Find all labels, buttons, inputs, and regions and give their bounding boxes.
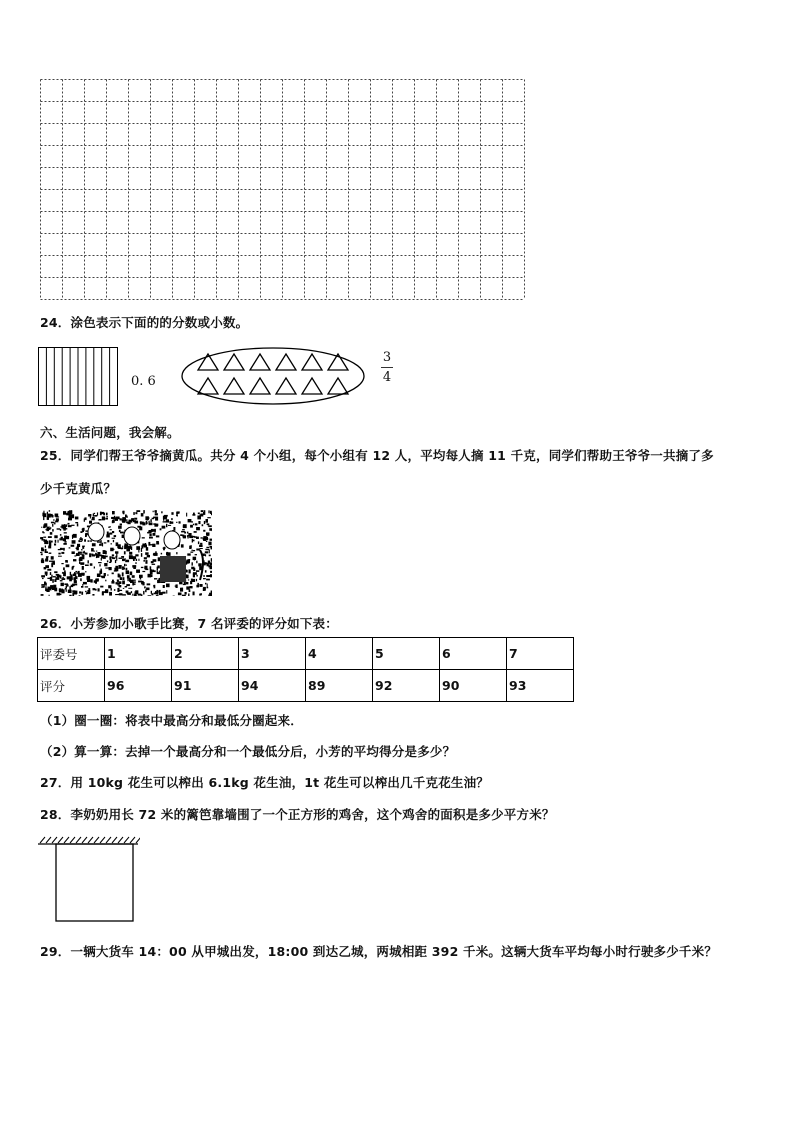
question-24: 24．涂色表示下面的的分数或小数。 <box>40 315 249 330</box>
table-cell[interactable]: 90 <box>440 670 507 702</box>
decimal-label: 0. 6 <box>131 374 156 389</box>
table-cell: 1 <box>105 638 172 670</box>
question-29: 29．一辆大货车 14：00 从甲城出发，18:00 到达乙城，两城相距 392 千米。这辆大货车平均每小时行驶多少千米？ <box>40 944 718 959</box>
table-row-score <box>38 670 574 702</box>
question-25-line1: 25．同学们帮王爷爷摘黄瓜。共分 4 个小组，每个小组有 12 人，平均每人摘 11 千克，同学们帮助王爷爷一共摘了多 <box>40 448 714 463</box>
table-cell: 5 <box>373 638 440 670</box>
fraction-bar <box>381 367 393 368</box>
question-25-line2: 少千克黄瓜？ <box>40 481 117 496</box>
question-26-sub1: （1）圈一圈：将表中最高分和最低分圈起来． <box>40 713 303 728</box>
fraction-denominator: 4 <box>382 370 392 385</box>
chicken-coop-diagram <box>38 836 140 924</box>
table-cell[interactable]: 94 <box>239 670 306 702</box>
table-cell: 2 <box>172 638 239 670</box>
score-table <box>37 637 574 702</box>
fraction-numerator: 3 <box>382 350 392 365</box>
question-26-sub2: （2）算一算：去掉一个最高分和一个最低分后，小芳的平均得分是多少？ <box>40 744 456 759</box>
table-cell: 4 <box>306 638 373 670</box>
table-row-judge <box>38 638 574 670</box>
table-cell: 评委号 <box>38 638 105 670</box>
table-cell[interactable]: 92 <box>373 670 440 702</box>
table-cell: 3 <box>239 638 306 670</box>
table-cell: 7 <box>507 638 574 670</box>
question-28: 28．李奶奶用长 72 米的篱笆靠墙围了一个正方形的鸡舍，这个鸡舍的面积是多少平方米？ <box>40 807 555 822</box>
question-26: 26．小芳参加小歌手比赛，7 名评委的评分如下表： <box>40 616 338 631</box>
table-cell: 评分 <box>38 670 105 702</box>
table-cell[interactable]: 96 <box>105 670 172 702</box>
table-cell[interactable]: 89 <box>306 670 373 702</box>
table-cell[interactable]: 93 <box>507 670 574 702</box>
table-cell[interactable]: 91 <box>172 670 239 702</box>
fraction-label <box>379 349 395 386</box>
question-27: 27．用 10kg 花生可以榨出 6.1kg 花生油，1t 花生可以榨出几千克花生油？ <box>40 775 489 790</box>
striped-rectangle[interactable] <box>38 347 120 407</box>
table-cell: 6 <box>440 638 507 670</box>
section-6-title: 六、生活问题，我会解。 <box>40 425 180 440</box>
children-picking-cucumbers-image <box>40 510 212 596</box>
triangle-ellipse[interactable] <box>180 346 366 406</box>
dotted-grid <box>40 79 528 303</box>
